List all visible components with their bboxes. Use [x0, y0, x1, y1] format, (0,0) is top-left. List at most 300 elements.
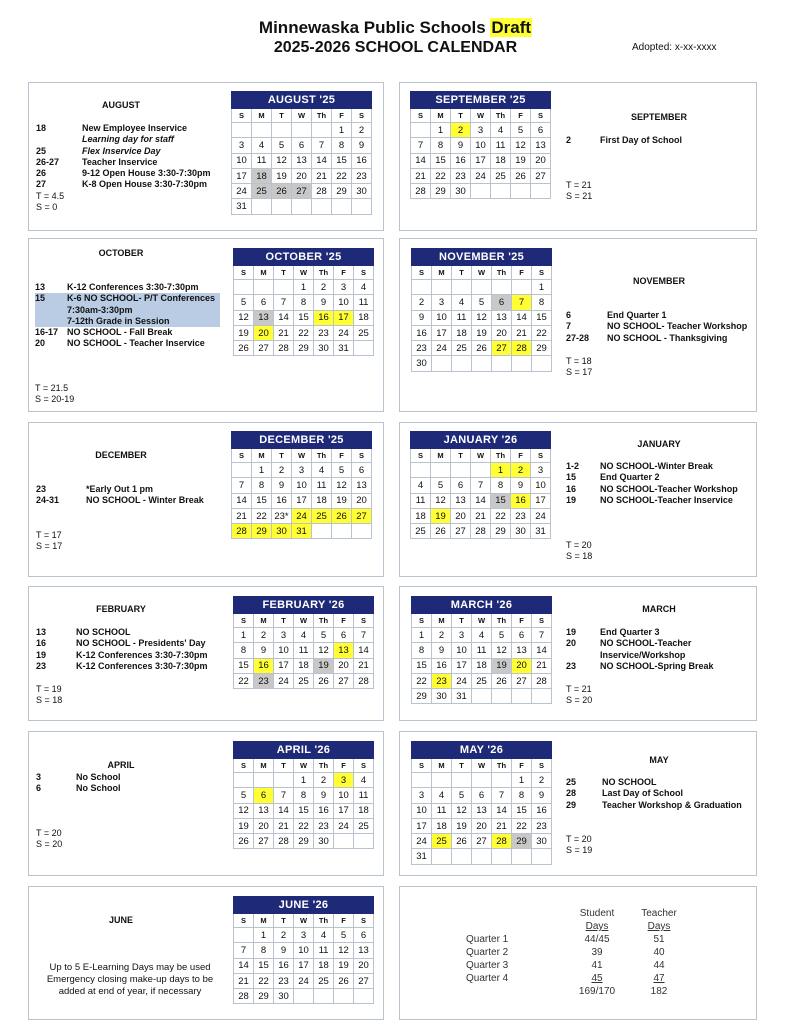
- event-text: New Employee Inservice: [82, 123, 188, 133]
- calendar-empty-cell: [432, 356, 452, 371]
- calendar-day: 26: [334, 973, 354, 988]
- calendar-day: 21: [274, 818, 294, 833]
- event-item: [36, 146, 211, 157]
- event-item: [566, 627, 714, 638]
- calendar-day: 7: [492, 788, 512, 803]
- calendar-day: 29: [294, 341, 314, 356]
- calendar-day: 6: [292, 138, 312, 153]
- calendar-day: 26: [332, 508, 352, 523]
- calendar-day: 1: [431, 123, 451, 138]
- calendar-day: 23: [352, 168, 372, 183]
- weekday-header: M: [254, 914, 274, 928]
- weekday-header: S: [411, 109, 431, 123]
- event-date: 1-2: [566, 461, 580, 471]
- weekday-header: M: [432, 266, 452, 280]
- event-date: 24-31: [36, 495, 60, 506]
- calendar-day: 9: [532, 788, 552, 803]
- event-date: 27-28: [566, 332, 590, 343]
- weekday-header: M: [431, 109, 451, 123]
- calendar-day: 19: [234, 818, 254, 833]
- event-text: Last Day of School: [602, 788, 684, 799]
- event-date: 7: [566, 321, 572, 332]
- calendar-title: APRIL '26: [234, 742, 374, 759]
- calendar-day: 1: [512, 773, 532, 788]
- calendar-day: 1: [252, 463, 272, 478]
- calendar-empty-cell: [312, 524, 332, 539]
- calendar-day: 27: [254, 834, 274, 849]
- calendar-day: 3: [292, 463, 312, 478]
- calendar-day: 6: [492, 295, 512, 310]
- calendar-day: 25: [472, 673, 492, 688]
- calendar-day: 15: [294, 803, 314, 818]
- weekday-header: S: [232, 109, 252, 123]
- event-item: [35, 316, 220, 327]
- event-list-nov: [566, 310, 747, 344]
- event-item: [36, 168, 211, 179]
- calendar-day: 30: [272, 524, 292, 539]
- calendar-day: 18: [452, 325, 472, 340]
- event-text: NO SCHOOL - Presidents' Day: [76, 638, 206, 649]
- calendar-day: 19: [472, 325, 492, 340]
- calendar-day: 24: [232, 184, 252, 199]
- calendar-day: 14: [354, 643, 374, 658]
- calendar-day: 10: [274, 643, 294, 658]
- event-text: NO SCHOOL - Fall Break: [67, 327, 173, 338]
- calendar-day: 22: [412, 673, 432, 688]
- event-item: [35, 282, 220, 293]
- weekday-header: Th: [314, 614, 334, 628]
- calendar-day: 20: [492, 325, 512, 340]
- weekday-header: W: [294, 266, 314, 280]
- event-date: 6: [566, 310, 572, 320]
- calendar-day: 14: [471, 493, 491, 508]
- calendar-week: [412, 803, 552, 818]
- calendar-day: 27: [451, 524, 471, 539]
- calendar-day: 10: [452, 643, 472, 658]
- event-list-feb: [36, 627, 208, 672]
- calendar-day: 17: [412, 818, 432, 833]
- event-text: K-12 Conferences 3:30-7:30pm: [76, 649, 208, 660]
- calendar-day: 14: [312, 153, 332, 168]
- calendar-day: 3: [274, 628, 294, 643]
- event-text: K-12 Conferences 3:30-7:30pm: [76, 660, 208, 671]
- calendar-day: 29: [431, 184, 451, 199]
- calendar-day: 18: [294, 658, 314, 673]
- calendar-day: 18: [411, 508, 431, 523]
- weekday-header: S: [531, 109, 551, 123]
- teacher-days-total: T = 21.5: [35, 383, 69, 393]
- weekday-header: F: [512, 759, 532, 773]
- event-item: [566, 484, 738, 495]
- month-heading-jan: JANUARY: [637, 439, 681, 449]
- calendar-day: 8: [512, 788, 532, 803]
- event-text: 9-12 Open House 3:30-7:30pm: [82, 168, 211, 179]
- event-text: End Quarter 1: [607, 310, 667, 320]
- event-item: [566, 333, 747, 344]
- weekday-header: S: [354, 266, 374, 280]
- calendar-day: 10: [531, 478, 551, 493]
- calendar-day: 9: [254, 643, 274, 658]
- weekday-header: S: [352, 109, 372, 123]
- calendar-empty-cell: [292, 199, 312, 214]
- calendar-week: [232, 524, 372, 539]
- weekday-header: Th: [312, 449, 332, 463]
- event-item: [36, 495, 204, 506]
- calendar-day: 1: [234, 628, 254, 643]
- event-item: [566, 638, 714, 649]
- calendar-day: 2: [254, 628, 274, 643]
- calendar-day: 28: [411, 184, 431, 199]
- calendar-week: [411, 478, 551, 493]
- calendar-week: [412, 849, 552, 864]
- calendar-day: 5: [314, 628, 334, 643]
- calendar-day: 13: [352, 478, 372, 493]
- calendar-day: 2: [352, 123, 372, 138]
- calendar-day: 3: [294, 928, 314, 943]
- calendar-day: 16: [314, 803, 334, 818]
- event-text: K-6 NO SCHOOL- P/T Conferences: [67, 293, 216, 304]
- calendar-oct: [233, 248, 374, 356]
- event-list-aug: [36, 123, 211, 191]
- calendar-day: 23: [511, 508, 531, 523]
- calendar-day: 8: [532, 295, 552, 310]
- calendar-day: 25: [452, 341, 472, 356]
- event-date: 15: [566, 472, 577, 483]
- event-list-apr: [36, 772, 121, 795]
- student-days-total: S = 18: [36, 695, 63, 705]
- calendar-title: DECEMBER '25: [232, 432, 372, 449]
- calendar-day: 13: [492, 310, 512, 325]
- weekday-header: Th: [314, 266, 334, 280]
- calendar-day: 4: [252, 138, 272, 153]
- calendar-day: 10: [334, 295, 354, 310]
- day-totals-feb: [36, 684, 62, 706]
- calendar-day: 31: [531, 524, 551, 539]
- event-item: [566, 495, 738, 506]
- calendar-empty-cell: [314, 989, 334, 1004]
- calendar-day: 31: [452, 689, 472, 704]
- event-text: Learning day for staff: [82, 134, 174, 145]
- month-heading-jun: JUNE: [108, 915, 133, 925]
- calendar-day: 21: [411, 168, 431, 183]
- teacher-days-total: T = 19: [36, 684, 62, 694]
- event-text: NO SCHOOL - Winter Break: [86, 495, 204, 506]
- month-heading-feb: FEBRUARY: [96, 604, 146, 614]
- calendar-day: 9: [274, 943, 294, 958]
- calendar-day: 5: [452, 788, 472, 803]
- calendar-week: [411, 168, 551, 183]
- calendar-sep: [410, 91, 551, 199]
- calendar-week: [232, 153, 372, 168]
- calendar-empty-cell: [492, 773, 512, 788]
- calendar-empty-cell: [411, 123, 431, 138]
- calendar-day: 14: [274, 803, 294, 818]
- event-date: 25: [36, 145, 47, 156]
- calendar-day: 26: [511, 168, 531, 183]
- calendar-day: 22: [491, 508, 511, 523]
- event-item: [36, 134, 211, 145]
- calendar-day: 12: [272, 153, 292, 168]
- calendar-day: 7: [274, 295, 294, 310]
- calendar-day: 23: [451, 168, 471, 183]
- event-date: [36, 134, 82, 145]
- calendar-empty-cell: [254, 773, 274, 788]
- calendar-day: 10: [432, 310, 452, 325]
- calendar-day: 4: [354, 773, 374, 788]
- weekday-header: S: [354, 914, 374, 928]
- calendar-day: 9: [314, 295, 334, 310]
- calendar-day: 16: [511, 493, 531, 508]
- weekday-header: M: [432, 614, 452, 628]
- calendar-title: AUGUST '25: [232, 92, 372, 109]
- weekday-header: T: [451, 449, 471, 463]
- student-days-subheader: Days: [585, 921, 609, 932]
- event-date: 19: [566, 494, 577, 505]
- calendar-day: 24: [334, 325, 354, 340]
- teacher-days-total: T = 20: [36, 828, 62, 838]
- calendar-day: 15: [532, 310, 552, 325]
- weekday-header: W: [294, 614, 314, 628]
- draft-badge: Draft: [491, 18, 532, 37]
- calendar-day: 25: [411, 524, 431, 539]
- district-name: Minnewaska Public Schools: [258, 18, 486, 37]
- calendar-day: 29: [254, 989, 274, 1004]
- calendar-day: 23: [532, 818, 552, 833]
- calendar-day: 21: [232, 508, 252, 523]
- calendar-day: 22: [252, 508, 272, 523]
- calendar-day: 13: [254, 310, 274, 325]
- calendar-day: 13: [334, 643, 354, 658]
- calendar-day: 16: [352, 153, 372, 168]
- calendar-feb: [233, 596, 374, 689]
- quarter-student: 41: [591, 960, 603, 971]
- calendar-empty-cell: [452, 773, 472, 788]
- calendar-week: [234, 643, 374, 658]
- calendar-day: 1: [412, 628, 432, 643]
- calendar-week: [412, 818, 552, 833]
- calendar-day: 7: [354, 628, 374, 643]
- weekday-header: S: [412, 266, 432, 280]
- calendar-day: 24: [531, 508, 551, 523]
- elearning-note: [30, 962, 230, 998]
- event-item: [35, 327, 220, 338]
- calendar-jun: [233, 896, 374, 1004]
- calendar-empty-cell: [532, 849, 552, 864]
- calendar-empty-cell: [334, 834, 354, 849]
- event-item: [36, 123, 211, 134]
- event-item: [566, 321, 747, 332]
- calendar-day: 6: [451, 478, 471, 493]
- calendar-week: [234, 818, 374, 833]
- calendar-day: 4: [491, 123, 511, 138]
- calendar-day: 5: [332, 463, 352, 478]
- calendar-apr: [233, 741, 374, 849]
- day-totals-aug: [36, 191, 64, 213]
- calendar-empty-cell: [492, 849, 512, 864]
- calendar-day: 18: [491, 153, 511, 168]
- calendar-day: 14: [532, 643, 552, 658]
- calendar-week: [234, 341, 374, 356]
- event-item: [566, 777, 742, 788]
- weekday-header: F: [512, 614, 532, 628]
- student-days-total: S = 20-19: [35, 394, 75, 404]
- calendar-day: 15: [412, 658, 432, 673]
- calendar-day: 7: [471, 478, 491, 493]
- weekday-header: T: [274, 266, 294, 280]
- note-line: Up to 5 E-Learning Days may be used: [49, 962, 211, 973]
- weekday-header: M: [254, 614, 274, 628]
- calendar-day: 2: [314, 773, 334, 788]
- event-date: 20: [35, 338, 46, 349]
- weekday-header: T: [452, 614, 472, 628]
- calendar-day: 11: [294, 643, 314, 658]
- weekday-header: S: [234, 614, 254, 628]
- calendar-day: 29: [532, 341, 552, 356]
- calendar-week: [234, 673, 374, 688]
- event-item: [36, 179, 211, 190]
- calendar-day: 9: [412, 310, 432, 325]
- calendar-day: 28: [312, 184, 332, 199]
- calendar-day: 21: [312, 168, 332, 183]
- event-list-mar: [566, 627, 714, 672]
- calendar-day: 19: [492, 658, 512, 673]
- calendar-day: 14: [492, 803, 512, 818]
- calendar-empty-cell: [432, 849, 452, 864]
- weekday-header: W: [472, 614, 492, 628]
- calendar-empty-cell: [312, 199, 332, 214]
- weekday-header: Th: [314, 759, 334, 773]
- page-subtitle: 2025-2026 SCHOOL CALENDAR: [273, 39, 518, 56]
- month-heading-sep: SEPTEMBER: [630, 112, 687, 122]
- calendar-day: 18: [354, 803, 374, 818]
- quarter-teacher: 47: [653, 973, 665, 984]
- calendar-day: 5: [472, 295, 492, 310]
- calendar-day: 18: [314, 958, 334, 973]
- calendar-day: 8: [252, 478, 272, 493]
- calendar-day: 1: [254, 928, 274, 943]
- calendar-day: 23: [412, 341, 432, 356]
- calendar-day: 11: [432, 803, 452, 818]
- calendar-week: [234, 928, 374, 943]
- calendar-empty-cell: [252, 199, 272, 214]
- calendar-day: 28: [354, 673, 374, 688]
- calendar-day: 1: [532, 280, 552, 295]
- calendar-title: NOVEMBER '25: [412, 249, 552, 266]
- calendar-day: 28: [234, 989, 254, 1004]
- calendar-week: [412, 689, 552, 704]
- event-text: No School: [76, 783, 121, 794]
- event-item: [566, 472, 738, 483]
- calendar-day: 21: [274, 325, 294, 340]
- calendar-day: 3: [471, 123, 491, 138]
- calendar-day: 15: [512, 803, 532, 818]
- quarter-label: Quarter 1: [466, 934, 509, 945]
- event-list-may: [566, 777, 742, 811]
- calendar-day: 30: [314, 834, 334, 849]
- calendar-empty-cell: [472, 773, 492, 788]
- calendar-day: 16: [412, 325, 432, 340]
- calendar-may: [411, 741, 552, 865]
- weekday-header: F: [334, 614, 354, 628]
- calendar-day: 6: [354, 928, 374, 943]
- calendar-empty-cell: [272, 123, 292, 138]
- event-text: K-12 Conferences 3:30-7:30pm: [67, 282, 199, 292]
- quarter-student: 39: [591, 947, 603, 958]
- calendar-week: [412, 280, 552, 295]
- calendar-empty-cell: [471, 463, 491, 478]
- calendar-day: 27: [492, 341, 512, 356]
- event-item: [566, 788, 742, 799]
- day-totals-nov: [566, 356, 592, 378]
- calendar-empty-cell: [491, 184, 511, 199]
- weekday-header: S: [234, 759, 254, 773]
- calendar-day: 2: [432, 628, 452, 643]
- calendar-day: 10: [294, 943, 314, 958]
- weekday-header: W: [471, 449, 491, 463]
- calendar-day: 27: [472, 834, 492, 849]
- quarter-row: [466, 972, 690, 985]
- calendar-day: 1: [332, 123, 352, 138]
- calendar-week: [234, 989, 374, 1004]
- event-date: 26-27: [36, 156, 60, 167]
- calendar-day: 15: [294, 310, 314, 325]
- weekday-header: S: [352, 449, 372, 463]
- event-text: K-8 Open House 3:30-7:30pm: [82, 179, 208, 190]
- calendar-day: 28: [274, 341, 294, 356]
- calendar-day: 26: [431, 524, 451, 539]
- event-item: [566, 650, 714, 661]
- student-days-total: S = 17: [566, 367, 593, 377]
- weekday-header: W: [294, 759, 314, 773]
- calendar-day: 6: [531, 123, 551, 138]
- student-days-total: S = 19: [566, 845, 593, 855]
- calendar-day: 30: [412, 356, 432, 371]
- event-text: 7-12th Grade in Session: [67, 315, 170, 326]
- calendar-day: 20: [254, 325, 274, 340]
- calendar-day: 20: [292, 168, 312, 183]
- calendar-week: [411, 508, 551, 523]
- calendar-day: 24: [452, 673, 472, 688]
- calendar-day: 17: [334, 803, 354, 818]
- calendar-week: [232, 138, 372, 153]
- calendar-day: 3: [412, 788, 432, 803]
- calendar-day: 2: [272, 463, 292, 478]
- calendar-day: 4: [411, 478, 431, 493]
- calendar-week: [412, 356, 552, 371]
- calendar-empty-cell: [354, 834, 374, 849]
- calendar-week: [411, 493, 551, 508]
- calendar-day: 12: [431, 493, 451, 508]
- teacher-days-total: T = 20: [566, 834, 592, 844]
- weekday-header: S: [532, 266, 552, 280]
- calendar-day: 4: [354, 280, 374, 295]
- calendar-day: 27: [254, 341, 274, 356]
- student-days-total: S = 20: [566, 695, 593, 705]
- calendar-day: 10: [412, 803, 432, 818]
- calendar-empty-cell: [232, 463, 252, 478]
- weekday-header: F: [511, 109, 531, 123]
- weekday-header: T: [272, 109, 292, 123]
- weekday-header: F: [332, 449, 352, 463]
- calendar-day: 24: [294, 973, 314, 988]
- calendar-week: [232, 493, 372, 508]
- calendar-week: [234, 325, 374, 340]
- calendar-empty-cell: [334, 989, 354, 1004]
- event-date: [566, 650, 600, 661]
- calendar-day: 6: [334, 628, 354, 643]
- teacher-days-total: T = 18: [566, 356, 592, 366]
- calendar-day: 13: [354, 943, 374, 958]
